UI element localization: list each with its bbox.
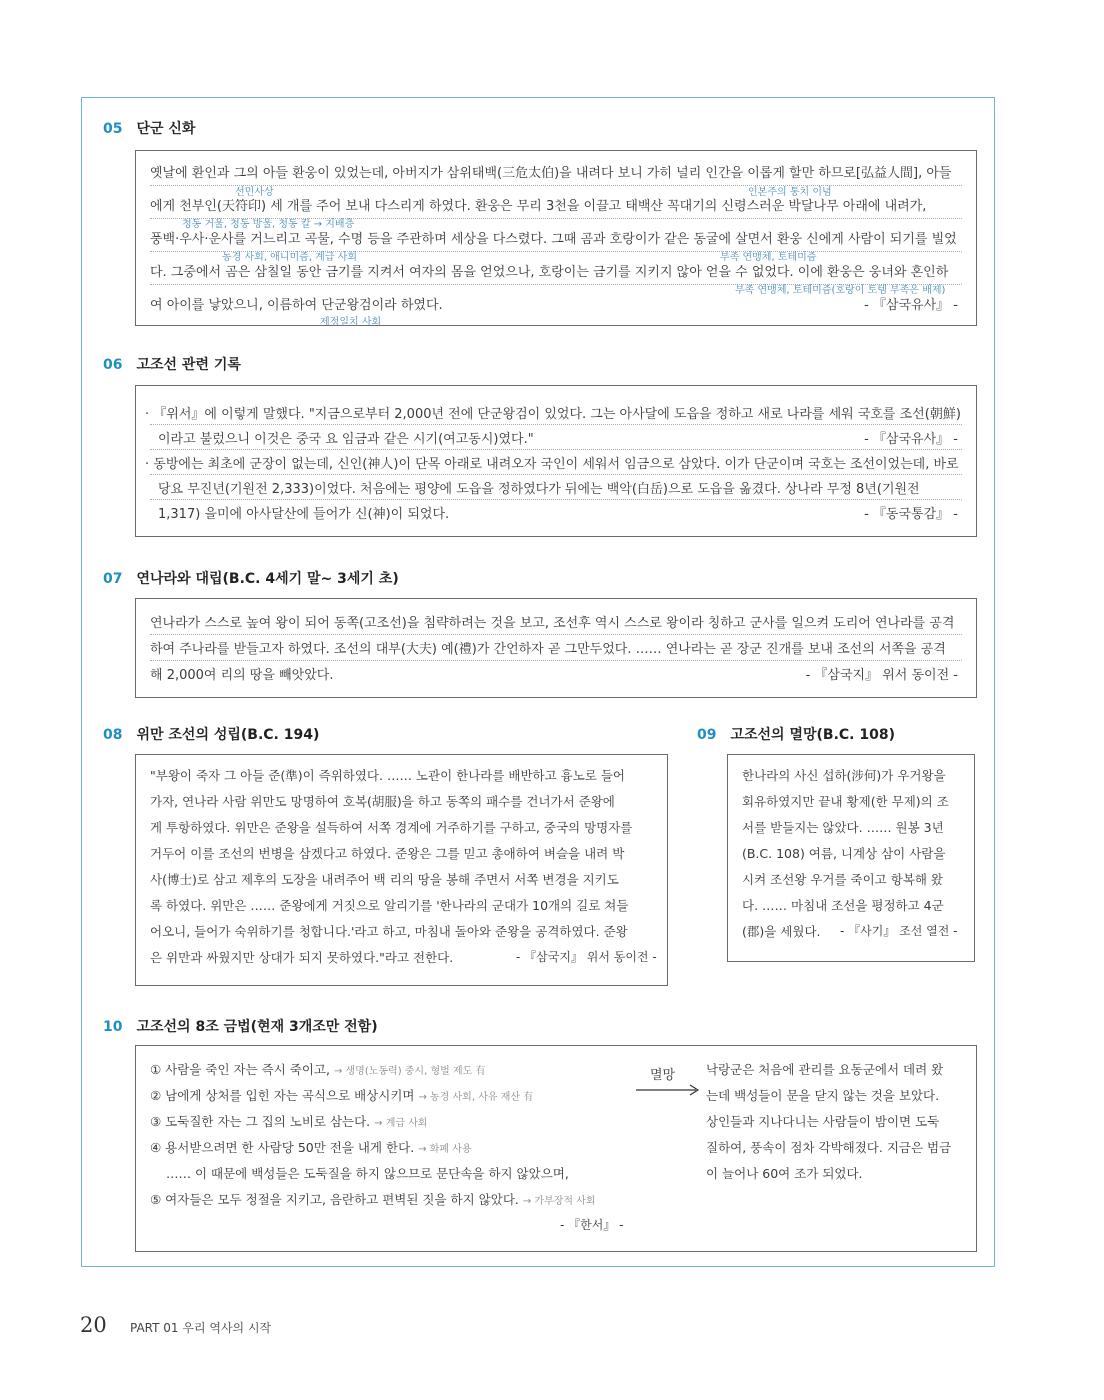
annotation: 제정일치 사회 — [320, 317, 382, 328]
section-07-heading — [103, 568, 399, 588]
annotation: 부족 연맹체, 토테미즘 — [720, 252, 817, 263]
arrow-label: 멸망 — [650, 1068, 676, 1083]
text-line: 다. 그중에서 곰은 삼칠일 동안 금기를 지켜서 여자의 몸을 얻었으나, 호랑이는 금기를 지키지 않아 얻을 수 없었다. 이에 환웅은 웅녀와 혼인하 — [150, 265, 949, 280]
section-06-heading — [103, 354, 241, 374]
text-line: 회유하였지만 끝내 황제(한 무제)의 조 — [742, 794, 949, 809]
text-line: 서를 받들지는 않았다. …… 원봉 3년 — [742, 820, 944, 835]
section-title: 고조선 관련 기록 — [136, 357, 241, 373]
section-09-heading — [697, 724, 895, 744]
text-line: 여 아이를 낳았으니, 이름하여 단군왕검이라 하였다. — [150, 298, 443, 313]
text-line: 해 2,000여 리의 땅을 빼앗았다. — [150, 668, 334, 683]
law-item: ③ 도둑질한 자는 그 집의 노비로 삼는다. → 계급 사회 — [150, 1114, 428, 1129]
source-citation: - 『동국통감』 - — [864, 507, 958, 522]
right-arrow-icon — [634, 1084, 704, 1096]
annotation: → 계급 사회 — [374, 1118, 428, 1129]
text-line: 이 늘어나 60여 조가 되었다. — [706, 1166, 863, 1181]
text-line: 어오니, 들어가 숙위하기를 청합니다.'라고 하고, 마침내 돌아와 준왕을 공격하였다. 준왕 — [150, 924, 628, 939]
text-line: 게 투항하였다. 위만은 준왕을 설득하여 서쪽 경계에 거주하기를 구하고, 중국의 망명자를 — [150, 820, 633, 835]
section-number: 07 — [103, 571, 123, 587]
annotation: → 농경 사회, 사유 재산 有 — [418, 1092, 534, 1103]
text-line: 거두어 이를 조선의 번병을 삼겠다고 하였다. 준왕은 그를 믿고 총애하여 벼슬을 내려 박 — [150, 846, 625, 861]
annotation: 인본주의 통치 이념 — [748, 187, 832, 198]
annotation: → 가부장적 사회 — [522, 1196, 596, 1207]
text-line: 질하여, 풍속이 점차 각박해졌다. 지금은 범금 — [706, 1140, 952, 1155]
source-citation: - 『삼국유사』 - — [864, 432, 958, 447]
section-number: 08 — [103, 727, 123, 743]
text-line: · 동방에는 최초에 군장이 없는데, 신인(神人)이 단목 아래로 내려오자 국인이 세워서 임금으로 삼았다. 이가 단군이며 국호는 조선이었는데, 바로 — [145, 457, 959, 472]
text-line: 록 하였다. 위만은 …… 준왕에게 거짓으로 알리기를 '한나라의 군대가 10개의 길로 쳐들 — [150, 898, 629, 913]
text-line: "부왕이 죽자 그 아들 준(準)이 즉위하였다. …… 노관이 한나라를 배반하고 흉노로 들어 — [150, 768, 626, 783]
text-line: 이라고 불렀으니 이것은 중국 요 임금과 같은 시기(여고동시)였다." — [158, 432, 534, 447]
law-item: ④ 용서받으려면 한 사람당 50만 전을 내게 한다. → 화폐 사용 — [150, 1140, 472, 1155]
page-number: 20 — [80, 1313, 107, 1337]
source-citation: - 『사기』 조선 열전 - — [840, 924, 958, 938]
source-citation: - 『삼국지』 위서 동이전 - — [805, 668, 958, 683]
section-number: 10 — [103, 1019, 123, 1035]
text-line: 에게 천부인(天符印) 세 개를 주어 보내 다스리게 하였다. 환웅은 무리 3천을 이끌고 태백산 꼭대기의 신령스러운 박달나무 아래에 내려가, — [150, 199, 927, 214]
text-line: 다. …… 마침내 조선을 평정하고 4군 — [742, 898, 944, 913]
text-line: 연나라가 스스로 높여 왕이 되어 동쪽(고조선)을 침략하려는 것을 보고, 조선후 역시 스스로 왕이라 칭하고 군사를 일으켜 도리어 연나라를 공격 — [150, 616, 955, 631]
law-item: ① 사람을 죽인 자는 즉시 죽이고, → 생명(노동력) 중시, 형벌 제도 有 — [150, 1062, 486, 1077]
annotation: 선민사상 — [235, 187, 274, 198]
source-citation: - 『삼국지』 위서 동이전 - — [516, 950, 657, 964]
text-line: 낙랑군은 처음에 관리를 요동군에서 데려 왔 — [706, 1062, 944, 1077]
text-line: (郡)을 세웠다. — [742, 924, 821, 939]
section-title: 고조선의 8조 금법(현재 3개조만 전함) — [136, 1019, 378, 1035]
law-item: ② 남에게 상처를 입힌 자는 곡식으로 배상시키며 → 농경 사회, 사유 재산 有 — [150, 1088, 534, 1103]
section-08-heading — [103, 724, 319, 744]
text-line: 한나라의 사신 섭하(涉何)가 우거왕을 — [742, 768, 946, 783]
section-number: 06 — [103, 357, 123, 373]
text-line: 당요 무진년(기원전 2,333)이었다. 처음에는 평양에 도읍을 정하였다가 뒤에는 백악(白岳)으로 도읍을 옮겼다. 상나라 무정 8년(기원전 — [158, 482, 920, 497]
law-item: …… 이 때문에 백성들은 도둑질을 하지 않으므로 문단속을 하지 않았으며, — [166, 1166, 569, 1181]
annotation: → 화폐 사용 — [418, 1144, 472, 1155]
text-line: 시켜 조선왕 우거를 죽이고 항복해 왔 — [742, 872, 943, 887]
text-line: 1,317) 을미에 아사달산에 들어가 신(神)이 되었다. — [158, 507, 450, 522]
text-line: (B.C. 108) 여름, 니계상 삼이 사람을 — [742, 846, 946, 861]
section-number: 05 — [103, 121, 123, 137]
annotation: 농경 사회, 애니미즘, 계급 사회 — [222, 252, 357, 263]
text-line: 옛날에 환인과 그의 아들 환웅이 있었는데, 아버지가 삼위태백(三危太伯)을 내려다 보니 가히 널리 인간을 이롭게 할만 하므로[弘益人間], 아들 — [150, 166, 952, 181]
annotation: → 생명(노동력) 중시, 형벌 제도 有 — [333, 1066, 486, 1077]
law-item: ⑤ 여자들은 모두 정절을 지키고, 음란하고 편벽된 짓을 하지 않았다. → 가부장적 사회 — [150, 1192, 596, 1207]
text-line: 하여 주나라를 받들고자 하였다. 조선의 대부(大夫) 예(禮)가 간언하자 곧 그만두었다. …… 연나라는 곧 장군 진개를 보내 조선의 서쪽을 공격 — [150, 642, 946, 657]
section-title: 연나라와 대립(B.C. 4세기 말~ 3세기 초) — [136, 571, 399, 587]
section-title: 단군 신화 — [136, 121, 196, 137]
text-line: 사(博士)로 삼고 제후의 도장을 내려주어 백 리의 땅을 봉해 주면서 서쪽 변경을 지키도 — [150, 872, 619, 887]
text-line: 풍백·우사·운사를 거느리고 곡물, 수명 등을 주관하며 세상을 다스렸다. 그때 곰과 호랑이가 같은 동굴에 살면서 환웅 신에게 사람이 되기를 빌었 — [150, 232, 957, 247]
part-label: PART 01 우리 역사의 시작 — [130, 1321, 272, 1335]
text-line: 상인들과 지나다니는 사람들이 밤이면 도둑 — [706, 1114, 940, 1129]
section-number: 09 — [697, 727, 717, 743]
annotation: 청동 거울, 청동 방울, 청동 칼 → 지배층 — [182, 219, 355, 230]
text-line: 가자, 연나라 사람 위만도 망명하여 호복(胡服)을 하고 동쪽의 패수를 건너가서 준왕에 — [150, 794, 615, 809]
section-title: 고조선의 멸망(B.C. 108) — [730, 727, 895, 743]
text-line: · 『위서』에 이렇게 말했다. "지금으로부터 2,000년 전에 단군왕검이 있었다. 그는 아사달에 도읍을 정하고 새로 나라를 세워 국호를 조선(朝鮮) — [145, 407, 961, 422]
source-citation: - 『한서』 - — [560, 1218, 624, 1232]
section-10-heading — [103, 1016, 378, 1036]
text-line: 은 위만과 싸웠지만 상대가 되지 못하였다."라고 전한다. — [150, 950, 454, 965]
section-title: 위만 조선의 성립(B.C. 194) — [136, 727, 320, 743]
section-05-heading — [103, 118, 195, 138]
annotation: 부족 연맹체, 토테미즘(호랑이 토템 부족은 배제) — [735, 285, 946, 296]
source-citation: - 『삼국유사』 - — [864, 298, 958, 313]
text-line: 는데 백성들이 문을 닫지 않는 것을 보았다. — [706, 1088, 940, 1103]
